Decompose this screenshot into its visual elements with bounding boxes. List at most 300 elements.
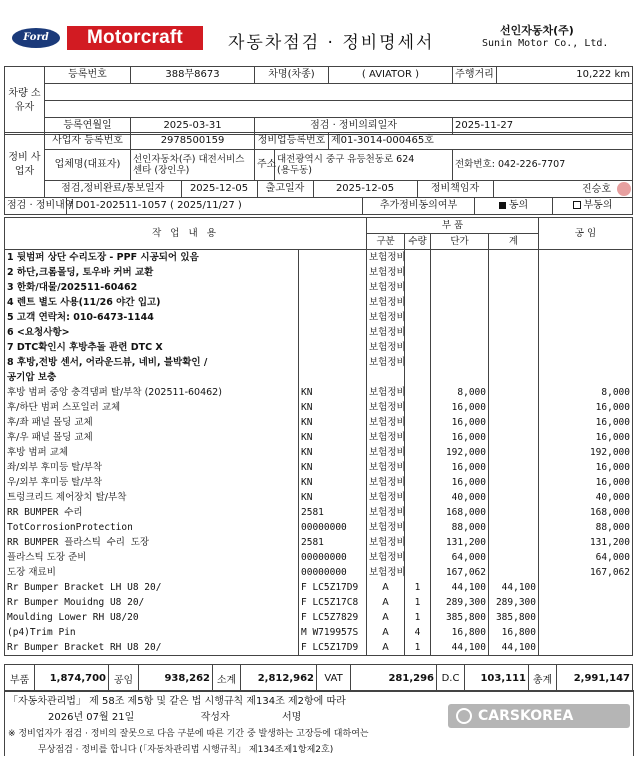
item-labor: 16,000	[539, 460, 633, 475]
item-type: A	[367, 625, 405, 640]
item-code: F LC5Z17D9	[299, 640, 367, 656]
history-label: 점검 · 정비내역	[5, 198, 67, 215]
item-type: 보험정비	[367, 310, 405, 325]
item-desc: (p4)Trim Pin	[5, 625, 299, 640]
item-unit: 192,000	[431, 445, 489, 460]
item-unit: 44,100	[431, 580, 489, 595]
item-total	[489, 505, 539, 520]
manager-cell	[493, 181, 633, 197]
table-row	[5, 490, 633, 505]
item-unit: 16,000	[431, 475, 489, 490]
item-desc: Rr Bumper Bracket RH U8 20/	[5, 640, 299, 656]
item-labor	[539, 340, 633, 355]
table-row	[5, 370, 633, 385]
biz-no-label: 사업자 등록번호	[45, 133, 131, 150]
table-row	[5, 355, 633, 370]
work-items-table	[4, 217, 633, 656]
item-total	[489, 325, 539, 340]
item-code	[299, 355, 367, 370]
item-type: 보험정비	[367, 400, 405, 415]
item-unit	[431, 280, 489, 295]
carskorea-logo-icon	[456, 708, 472, 724]
reg-date-label: 등록연월일	[45, 118, 131, 135]
item-desc: 8 후방,전방 센서, 어라운드뷰, 네비, 블박확인 /	[5, 355, 299, 370]
item-qty: 1	[405, 595, 431, 610]
item-desc: 트렁크리드 제어장치 탈/부착	[5, 490, 299, 505]
item-labor: 16,000	[539, 475, 633, 490]
vat-value: 281,296	[351, 665, 437, 692]
item-total: 385,800	[489, 610, 539, 625]
item-type: 보험정비	[367, 565, 405, 580]
vehicle-name-label: 차명(차종)	[255, 67, 329, 84]
item-qty	[405, 385, 431, 400]
item-code: KN	[299, 460, 367, 475]
item-unit: 44,100	[431, 640, 489, 656]
item-unit: 88,000	[431, 520, 489, 535]
item-desc: 후/우 패널 몰딩 교체	[5, 430, 299, 445]
item-unit	[431, 355, 489, 370]
blank-row	[45, 101, 633, 118]
item-code	[299, 340, 367, 355]
subtotal-label: 소계	[213, 665, 241, 692]
item-desc: RR BUMPER 플라스틱 수리 도장	[5, 535, 299, 550]
item-total	[489, 490, 539, 505]
item-total	[489, 370, 539, 385]
item-unit	[431, 325, 489, 340]
item-labor: 167,062	[539, 565, 633, 580]
manager-value: 진승호	[582, 183, 611, 195]
item-desc: 우/외부 후미등 탈/부착	[5, 475, 299, 490]
request-date-value: 2025-11-27	[453, 118, 633, 135]
item-qty	[405, 370, 431, 385]
item-code: KN	[299, 475, 367, 490]
item-desc: 1 뒷범퍼 상단 수리도장 - PPF 시공되어 있음	[5, 250, 299, 266]
address-value	[275, 150, 453, 181]
col-labor-header: 공 임	[539, 218, 633, 250]
item-desc: 후방 범퍼 중앙 충격댐퍼 탈/부착 (202511-60462)	[5, 385, 299, 400]
table-row	[5, 550, 633, 565]
item-qty	[405, 565, 431, 580]
col-work-header: 작 업 내 용	[5, 218, 367, 250]
item-total	[489, 415, 539, 430]
history-value: / D01-202511-1057 ( 2025/11/27 )	[67, 198, 363, 215]
item-code: M W719957S	[299, 625, 367, 640]
table-row	[5, 460, 633, 475]
item-labor	[539, 640, 633, 656]
item-code: F LC5Z17D9	[299, 580, 367, 595]
release-date-label: 출고일자	[257, 181, 313, 197]
item-code	[299, 295, 367, 310]
item-desc: 2 하단,크롬몰딩, 토우바 커버 교환	[5, 265, 299, 280]
item-total	[489, 295, 539, 310]
item-total	[489, 355, 539, 370]
item-desc: Rr Bumper Mouidng U8 20/	[5, 595, 299, 610]
item-total	[489, 475, 539, 490]
table-row	[5, 610, 633, 625]
shop-reg-label: 정비업등록번호	[255, 133, 329, 150]
table-row	[5, 535, 633, 550]
item-type: 보험정비	[367, 355, 405, 370]
item-labor	[539, 325, 633, 340]
manager-label: 정비책임자	[417, 181, 493, 197]
item-labor	[539, 595, 633, 610]
item-labor	[539, 610, 633, 625]
item-qty	[405, 400, 431, 415]
item-labor	[539, 280, 633, 295]
item-type: 보험정비	[367, 490, 405, 505]
vat-label: VAT	[317, 665, 351, 692]
table-row	[5, 565, 633, 580]
item-type: 보험정비	[367, 385, 405, 400]
item-labor: 64,000	[539, 550, 633, 565]
item-code: KN	[299, 415, 367, 430]
item-total: 16,800	[489, 625, 539, 640]
item-total: 44,100	[489, 640, 539, 656]
table-row	[5, 400, 633, 415]
item-qty	[405, 310, 431, 325]
item-labor: 16,000	[539, 400, 633, 415]
table-row	[5, 385, 633, 400]
table-row	[5, 430, 633, 445]
item-desc: 후방 범퍼 교체	[5, 445, 299, 460]
totals-table	[4, 664, 633, 692]
item-qty	[405, 430, 431, 445]
item-total	[489, 340, 539, 355]
extra-consent-label: 추가정비동의여부	[363, 198, 475, 215]
item-qty	[405, 280, 431, 295]
parts-total-label: 부품	[5, 665, 35, 692]
item-type: A	[367, 610, 405, 625]
table-row	[5, 280, 633, 295]
item-code: KN	[299, 430, 367, 445]
table-row	[5, 325, 633, 340]
complete-date-label: 점검,정비완료/통보일자	[45, 181, 181, 197]
item-unit: 40,000	[431, 490, 489, 505]
item-code: 00000000	[299, 550, 367, 565]
work-history-table	[4, 197, 633, 215]
legal-writer: 작성자	[200, 712, 230, 723]
item-qty	[405, 340, 431, 355]
item-unit: 385,800	[431, 610, 489, 625]
legal-line1: 「자동차관리법」 제 58조 제5항 및 같은 법 시행규칙 제134조 제2항에 따라	[8, 696, 346, 707]
document-title: 자동차점검 · 정비명세서	[228, 33, 435, 53]
reg-date-value: 2025-03-31	[131, 118, 255, 135]
item-labor: 168,000	[539, 505, 633, 520]
table-row	[5, 340, 633, 355]
item-total	[489, 385, 539, 400]
legal-sign: 서명	[281, 712, 302, 723]
item-code: F LC5Z7829	[299, 610, 367, 625]
watermark-text: CARSKOREA	[478, 708, 574, 724]
company-rep: (장인우)	[154, 165, 190, 176]
owner-label: 차량 소유자	[5, 67, 45, 135]
shop-reg-value: 제01-3014-000465호	[329, 133, 633, 150]
col-parts-header: 부 품	[367, 218, 539, 234]
item-desc: 5 고객 연락처: 010-6473-1144	[5, 310, 299, 325]
item-labor	[539, 625, 633, 640]
item-code: 00000000	[299, 565, 367, 580]
item-desc: RR BUMPER 수리	[5, 505, 299, 520]
item-unit	[431, 370, 489, 385]
item-type: A	[367, 595, 405, 610]
reg-no-value: 388무8673	[131, 67, 255, 84]
table-row	[5, 505, 633, 520]
item-labor	[539, 580, 633, 595]
col-qty-header: 수량	[405, 234, 431, 250]
col-unit-header: 단가	[431, 234, 489, 250]
agree-label: 동의	[508, 200, 529, 211]
dc-label: D.C	[437, 665, 465, 692]
item-qty	[405, 415, 431, 430]
item-unit	[431, 265, 489, 280]
item-code	[299, 250, 367, 266]
biz-no-value: 2978500159	[131, 133, 255, 150]
item-code: 2581	[299, 535, 367, 550]
item-type: A	[367, 640, 405, 656]
table-row	[5, 475, 633, 490]
item-unit: 16,000	[431, 430, 489, 445]
item-code: 2581	[299, 505, 367, 520]
dc-value: 103,111	[465, 665, 529, 692]
phone-value: 042-226-7707	[497, 159, 566, 170]
item-unit	[431, 310, 489, 325]
item-qty	[405, 250, 431, 266]
item-desc: 플라스틱 도장 준비	[5, 550, 299, 565]
item-unit: 16,000	[431, 460, 489, 475]
item-total	[489, 445, 539, 460]
item-rows	[5, 250, 633, 656]
item-labor: 88,000	[539, 520, 633, 535]
completion-row	[45, 181, 633, 198]
item-desc: Rr Bumper Bracket LH U8 20/	[5, 580, 299, 595]
item-unit: 168,000	[431, 505, 489, 520]
address-line2: (용두동)	[277, 165, 312, 176]
item-qty: 4	[405, 625, 431, 640]
item-total	[489, 250, 539, 266]
disagree-label: 부동의	[583, 200, 613, 211]
item-type: 보험정비	[367, 430, 405, 445]
item-code: F LC5Z17C8	[299, 595, 367, 610]
company-name: 선인자동차(주) 대전서비스센타	[133, 154, 245, 176]
item-type: 보험정비	[367, 535, 405, 550]
item-type: 보험정비	[367, 520, 405, 535]
grand-total-value: 2,991,147	[557, 665, 633, 692]
legal-date: 2026년 07월 21일	[48, 712, 135, 723]
item-unit: 167,062	[431, 565, 489, 580]
request-date-label: 점검 · 정비의뢰일자	[255, 118, 453, 135]
item-unit: 131,200	[431, 535, 489, 550]
item-type: 보험정비	[367, 340, 405, 355]
item-code	[299, 325, 367, 340]
item-qty	[405, 505, 431, 520]
subtotal-value: 2,812,962	[241, 665, 317, 692]
item-type: 보험정비	[367, 295, 405, 310]
col-type-header: 구분	[367, 234, 405, 250]
item-total	[489, 550, 539, 565]
item-type: 보험정비	[367, 325, 405, 340]
item-labor: 16,000	[539, 430, 633, 445]
release-date-value: 2025-12-05	[313, 181, 417, 197]
table-row	[5, 415, 633, 430]
item-code	[299, 265, 367, 280]
item-labor	[539, 370, 633, 385]
reg-no-label: 등록번호	[45, 67, 131, 84]
item-type: 보험정비	[367, 280, 405, 295]
item-labor: 16,000	[539, 415, 633, 430]
grand-total-label: 총계	[529, 665, 557, 692]
item-type: 보험정비	[367, 550, 405, 565]
item-qty	[405, 445, 431, 460]
table-row	[5, 310, 633, 325]
item-unit	[431, 295, 489, 310]
item-labor	[539, 310, 633, 325]
item-type: 보험정비	[367, 250, 405, 266]
item-total	[489, 565, 539, 580]
motorcraft-logo: Motorcraft	[67, 26, 203, 50]
item-total	[489, 310, 539, 325]
unchecked-box-icon	[573, 201, 581, 209]
item-qty	[405, 535, 431, 550]
mileage-value: 10,222 km	[497, 67, 633, 84]
legal-line3: ※ 정비업자가 점검 · 정비의 잘못으로 다음 구분에 따른 기간 중 발생하는 고장등에 대하여는	[8, 729, 369, 739]
item-labor	[539, 295, 633, 310]
address-line1: 대전광역시 중구 유등천동로 624	[277, 154, 415, 165]
carskorea-watermark	[448, 704, 630, 728]
item-labor: 192,000	[539, 445, 633, 460]
company-name-english: Sunin Motor Co., Ltd.	[482, 38, 609, 49]
col-total-header: 계	[489, 234, 539, 250]
item-desc: TotCorrosionProtection	[5, 520, 299, 535]
blank-row	[45, 84, 633, 101]
item-qty: 1	[405, 610, 431, 625]
item-desc: 3 한화/대물/202511-60462	[5, 280, 299, 295]
seal-stamp-icon	[617, 182, 631, 196]
item-desc: Moulding Lower RH U8/20	[5, 610, 299, 625]
item-desc: 후/하단 범퍼 스포일러 교체	[5, 400, 299, 415]
phone-cell: 전화번호: 042-226-7707	[453, 150, 633, 181]
item-code	[299, 280, 367, 295]
table-row	[5, 295, 633, 310]
complete-date-value: 2025-12-05	[181, 181, 257, 197]
item-code	[299, 370, 367, 385]
item-total	[489, 520, 539, 535]
item-qty	[405, 490, 431, 505]
item-unit: 16,800	[431, 625, 489, 640]
item-qty: 1	[405, 580, 431, 595]
item-code: 00000000	[299, 520, 367, 535]
item-desc: 7 DTC확인시 후방추돌 관련 DTC X	[5, 340, 299, 355]
item-type	[367, 370, 405, 385]
item-total	[489, 430, 539, 445]
phone-label: 전화번호	[455, 159, 492, 170]
item-qty: 1	[405, 640, 431, 656]
item-type: 보험정비	[367, 445, 405, 460]
table-row	[5, 580, 633, 595]
table-row	[5, 445, 633, 460]
item-labor	[539, 250, 633, 266]
item-labor: 131,200	[539, 535, 633, 550]
item-qty	[405, 460, 431, 475]
item-unit: 8,000	[431, 385, 489, 400]
item-desc: 도장 재료비	[5, 565, 299, 580]
item-type: 보험정비	[367, 460, 405, 475]
item-code: KN	[299, 445, 367, 460]
document-header	[0, 0, 640, 66]
item-labor	[539, 265, 633, 280]
table-row	[5, 520, 633, 535]
item-total	[489, 460, 539, 475]
company-label: 업체명(대표자)	[45, 150, 131, 181]
shop-section-label: 정비 사업자	[5, 133, 45, 198]
mileage-label: 주행거리	[453, 67, 497, 84]
item-desc: 좌/외부 후미등 탈/부착	[5, 460, 299, 475]
item-unit	[431, 340, 489, 355]
vehicle-name-value: ( AVIATOR )	[329, 67, 453, 84]
item-total: 44,100	[489, 580, 539, 595]
item-unit: 16,000	[431, 415, 489, 430]
labor-total-label: 공임	[109, 665, 139, 692]
item-desc: 6 <요청사항>	[5, 325, 299, 340]
item-code: KN	[299, 490, 367, 505]
parts-total-value: 1,874,700	[35, 665, 109, 692]
vehicle-info-table	[4, 66, 633, 135]
company-value	[131, 150, 255, 181]
checked-box-icon	[499, 202, 506, 209]
item-qty	[405, 355, 431, 370]
disagree-option	[553, 198, 633, 215]
item-labor	[539, 355, 633, 370]
item-type: 보험정비	[367, 505, 405, 520]
item-type: 보험정비	[367, 475, 405, 490]
item-code: KN	[299, 400, 367, 415]
item-labor: 40,000	[539, 490, 633, 505]
labor-total-value: 938,262	[139, 665, 213, 692]
item-total	[489, 535, 539, 550]
table-row	[5, 595, 633, 610]
legal-line4: 무상점검 · 정비를 합니다 (「자동차관리법 시행규칙」 제134조제1항제2호)	[38, 745, 334, 755]
item-type: 보험정비	[367, 415, 405, 430]
company-name-korean: 선인자동차(주)	[500, 24, 574, 37]
item-desc: 후/좌 패널 몰딩 교체	[5, 415, 299, 430]
item-desc: 공기압 보충	[5, 370, 299, 385]
item-qty	[405, 265, 431, 280]
item-total	[489, 400, 539, 415]
item-unit: 16,000	[431, 400, 489, 415]
item-total	[489, 280, 539, 295]
agree-option	[475, 198, 553, 215]
table-row	[5, 265, 633, 280]
item-qty	[405, 520, 431, 535]
item-qty	[405, 475, 431, 490]
item-qty	[405, 550, 431, 565]
item-labor: 8,000	[539, 385, 633, 400]
item-code: KN	[299, 385, 367, 400]
item-unit: 289,300	[431, 595, 489, 610]
table-row	[5, 640, 633, 656]
item-total	[489, 265, 539, 280]
item-desc: 4 렌트 별도 사용(11/26 야간 입고)	[5, 295, 299, 310]
item-code	[299, 310, 367, 325]
item-qty	[405, 325, 431, 340]
item-unit: 64,000	[431, 550, 489, 565]
address-label: 주소	[255, 150, 275, 181]
ford-logo: Ford	[12, 28, 60, 48]
shop-info-table	[4, 132, 633, 198]
item-qty	[405, 295, 431, 310]
item-type: 보험정비	[367, 265, 405, 280]
item-unit	[431, 250, 489, 266]
table-row	[5, 625, 633, 640]
